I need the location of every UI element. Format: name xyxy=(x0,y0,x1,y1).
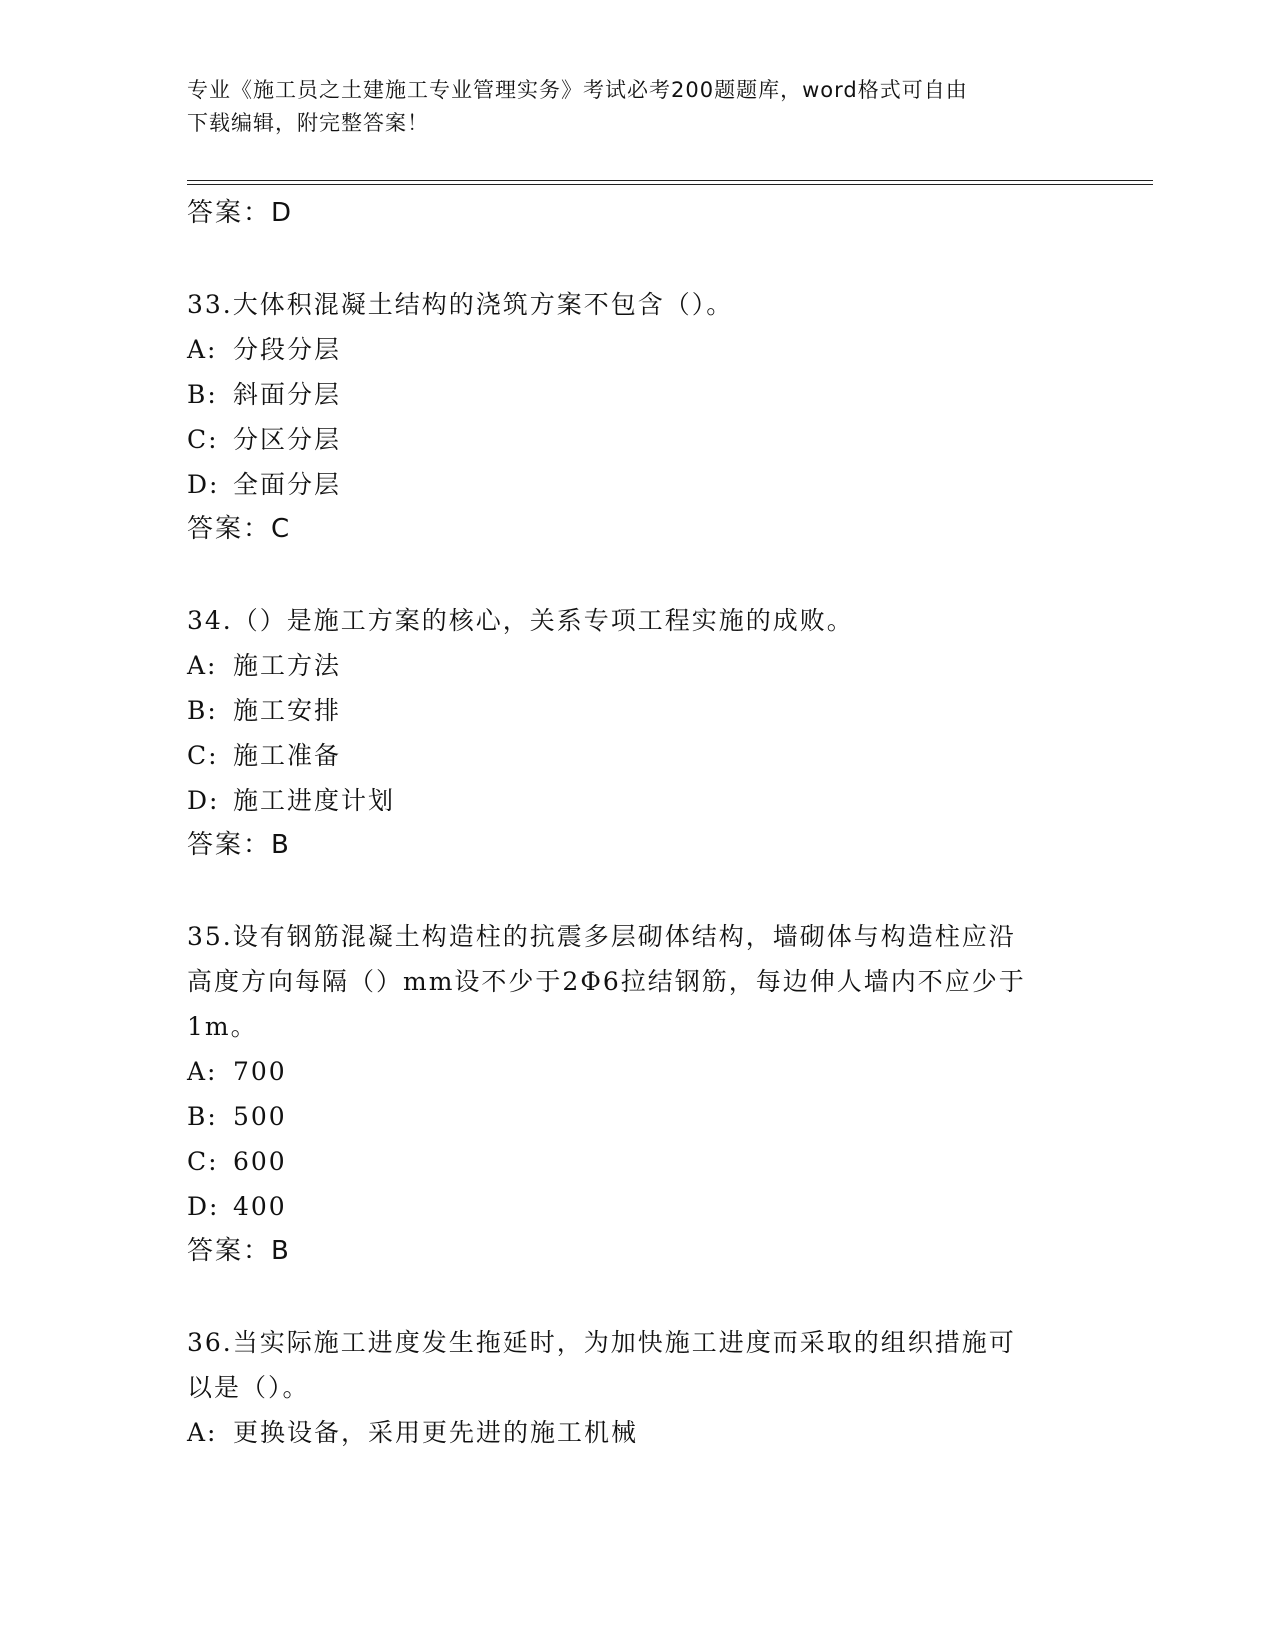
option-label: D: xyxy=(187,786,220,815)
option-label: D: xyxy=(187,1192,220,1221)
answer-line: 答案：B xyxy=(187,830,291,860)
option-text: 分段分层 xyxy=(233,335,342,364)
question-text: 35.设有钢筋混凝土构造柱的抗震多层砌体结构，墙砌体与构造柱应沿 xyxy=(187,922,1016,951)
question-33 xyxy=(187,282,1087,552)
option-label: A: xyxy=(187,335,218,364)
option-text: 更换设备，采用更先进的施工机械 xyxy=(233,1418,639,1447)
question-list xyxy=(187,191,1087,1455)
option-b[interactable] xyxy=(187,688,1087,733)
question-text: 33.大体积混凝土结构的浇筑方案不包含（）。 xyxy=(187,290,734,319)
option-label: A: xyxy=(187,1418,218,1447)
option-text: 斜面分层 xyxy=(233,380,342,409)
header-line-1: 专业《施工员之土建施工专业管理实务》考试必考200题题库，word格式可自由 xyxy=(187,78,968,102)
option-c[interactable] xyxy=(187,417,1087,462)
header-rule-top xyxy=(187,180,1153,181)
question-36 xyxy=(187,1320,1087,1455)
question-34 xyxy=(187,598,1087,868)
option-label: B: xyxy=(187,1102,218,1131)
answer-line: 答案：D xyxy=(187,198,294,228)
option-a[interactable] xyxy=(187,1049,1087,1094)
option-text: 700 xyxy=(233,1057,287,1086)
header-line-2: 下载编辑，附完整答案！ xyxy=(187,111,429,135)
option-text: 施工方法 xyxy=(233,651,342,680)
question-text: 1m。 xyxy=(187,1012,258,1041)
option-label: C: xyxy=(187,741,219,770)
option-text: 600 xyxy=(233,1147,287,1176)
option-text: 400 xyxy=(233,1192,287,1221)
option-d[interactable] xyxy=(187,462,1087,507)
option-text: 500 xyxy=(233,1102,287,1131)
answer-line: 答案：B xyxy=(187,1236,291,1266)
option-d[interactable] xyxy=(187,778,1087,823)
question-text: 36.当实际施工进度发生拖延时，为加快施工进度而采取的组织措施可 xyxy=(187,1328,1016,1357)
answer-line: 答案：C xyxy=(187,514,292,544)
option-b[interactable] xyxy=(187,372,1087,417)
option-text: 施工进度计划 xyxy=(233,786,396,815)
question-text: 34.（）是施工方案的核心，关系专项工程实施的成败。 xyxy=(187,606,854,635)
header-rule-bottom xyxy=(187,184,1153,185)
option-a[interactable] xyxy=(187,1410,1087,1455)
option-d[interactable] xyxy=(187,1184,1087,1229)
option-b[interactable] xyxy=(187,1094,1087,1139)
option-text: 全面分层 xyxy=(233,470,342,499)
option-c[interactable] xyxy=(187,1139,1087,1184)
option-label: C: xyxy=(187,425,219,454)
option-label: A: xyxy=(187,651,218,680)
question-text: 以是（）。 xyxy=(187,1373,310,1402)
option-label: C: xyxy=(187,1147,219,1176)
option-text: 施工安排 xyxy=(233,696,342,725)
question-35 xyxy=(187,914,1087,1274)
option-label: A: xyxy=(187,1057,218,1086)
question-text: 高度方向每隔（）mm设不少于2Φ6拉结钢筋，每边伸人墙内不应少于 xyxy=(187,967,1026,996)
option-text: 分区分层 xyxy=(233,425,342,454)
option-a[interactable] xyxy=(187,643,1087,688)
option-a[interactable] xyxy=(187,327,1087,372)
option-label: B: xyxy=(187,380,218,409)
option-label: B: xyxy=(187,696,218,725)
document-header xyxy=(187,74,1067,140)
option-c[interactable] xyxy=(187,733,1087,778)
option-label: D: xyxy=(187,470,220,499)
option-text: 施工准备 xyxy=(233,741,342,770)
